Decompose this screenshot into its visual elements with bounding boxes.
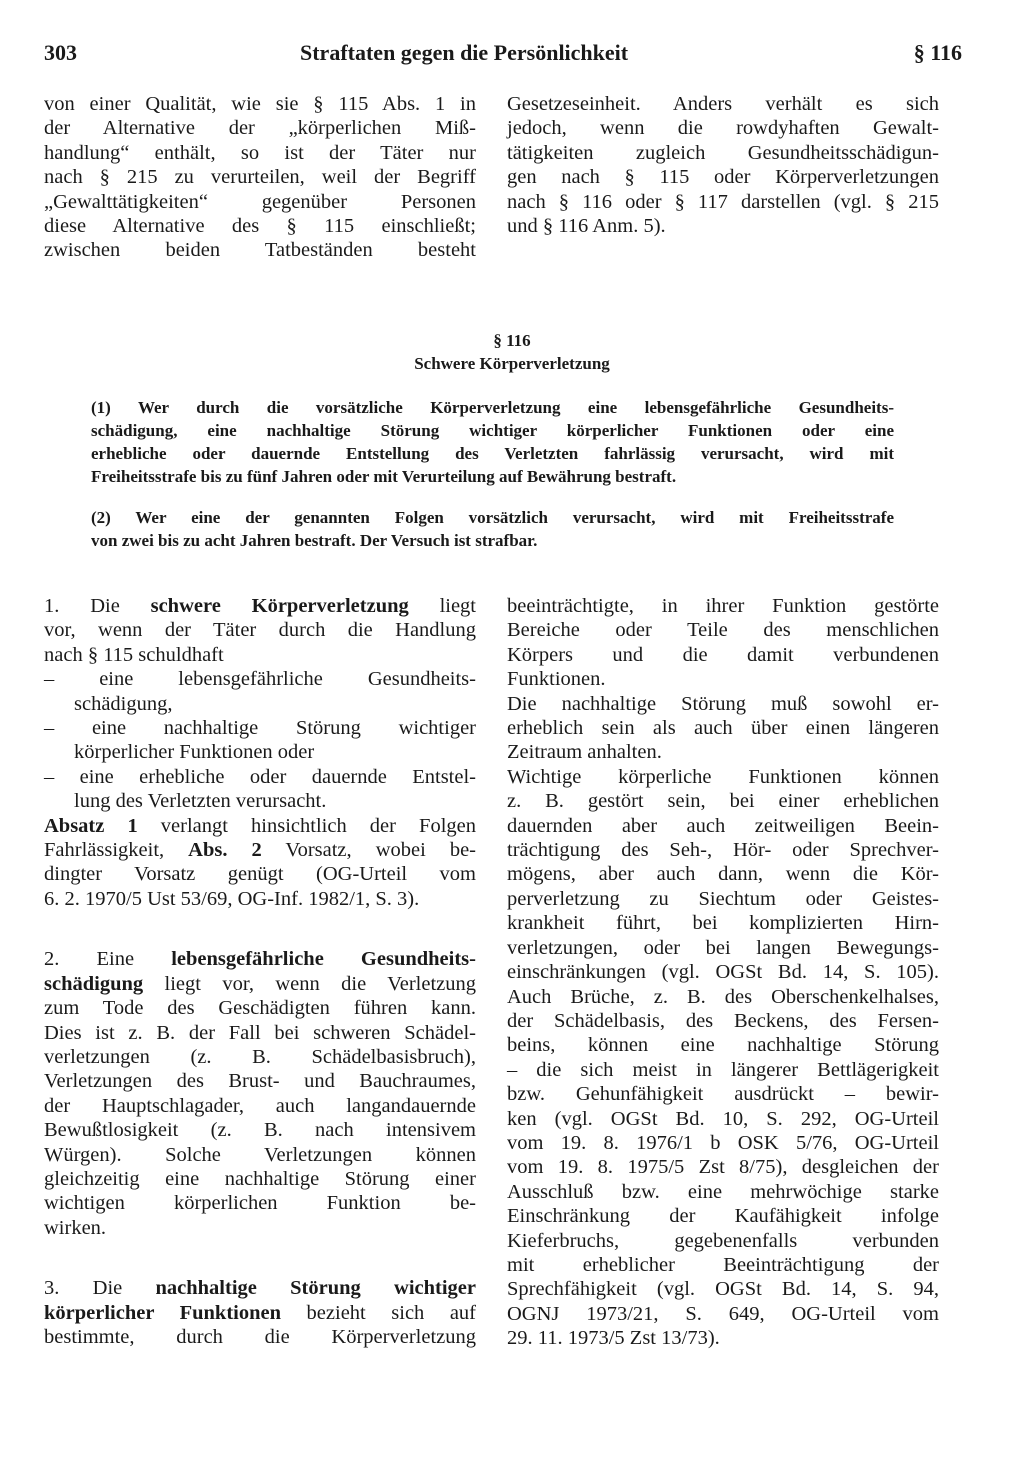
note-2-line: Verletzungen des Brust- und Bauchraumes,	[44, 1070, 476, 1093]
text-line: dauernden aber auch zeitweiligen Beein-	[507, 814, 939, 837]
note-2-line: 2. Eine lebensgefährliche Gesundheits-	[44, 948, 476, 971]
commentary-left-column	[44, 594, 476, 1349]
note-1-line: vor, wenn der Täter durch die Handlung	[44, 619, 476, 642]
text-line: Kieferbruchs, gegebenenfalls verbunden	[507, 1229, 939, 1252]
note-2-line: verletzungen (z. B. Schädelbasisbruch),	[44, 1045, 476, 1068]
text-line: und § 116 Anm. 5).	[507, 215, 666, 238]
law-line: schädigung, eine nachhaltige Störung wichtiger körperlicher Funktionen oder eine	[91, 421, 894, 440]
text-line: einschränkungen (vgl. OGSt Bd. 14, S. 105).	[507, 961, 939, 984]
text-line: Gesetzeseinheit. Anders verhält es sich	[507, 93, 939, 115]
text-line: mit erheblicher Beeinträchtigung der	[507, 1253, 939, 1276]
note-1-line: Absatz 1 verlangt hinsichtlich der Folgen	[44, 814, 476, 837]
law-line: (1) Wer durch die vorsätzliche Körperverletzung eine lebensgefährliche Gesundheits-	[91, 398, 894, 417]
text-line: Körpers und die damit verbundenen	[507, 643, 939, 666]
text-line: Funktionen.	[507, 668, 606, 691]
text-line: „Gewalttätigkeiten“ gegenüber Personen	[44, 190, 476, 213]
text-line: beeinträchtigte, in ihrer Funktion gestörte	[507, 595, 939, 617]
text-line: erheblich sein als auch über einen längeren	[507, 717, 939, 740]
text-line: diese Alternative des § 115 einschließt;	[44, 215, 476, 238]
note-3-line: körperlicher Funktionen bezieht sich auf	[44, 1301, 477, 1324]
note-2-line: der Hauptschlagader, auch langandauernde	[44, 1094, 476, 1117]
text-line: vom 19. 8. 1976/1 b OSK 5/76, OG-Urteil	[507, 1131, 939, 1154]
note-2-line: Dies ist z. B. der Fall bei schweren Schädel-	[44, 1021, 476, 1044]
note-2-line: gleichzeitig eine nachhaltige Störung einer	[44, 1167, 476, 1190]
page-number: 303	[44, 40, 77, 65]
text-line: Bereiche oder Teile des menschlichen	[507, 619, 939, 642]
note-2-line: wirken.	[44, 1216, 107, 1239]
text-line: Wichtige körperliche Funktionen können	[507, 765, 939, 788]
text-line: Zeitraum anhalten.	[507, 741, 662, 764]
law-line: erhebliche oder dauernde Entstellung des Verletzten fahrlässig verursacht, wird mit	[91, 444, 894, 463]
text-line: beins, können eine nachhaltige Störung	[507, 1034, 939, 1057]
dash-item: – eine nachhaltige Störung wichtiger	[44, 717, 476, 740]
text-line: handlung“ enthält, so ist der Täter nur	[44, 141, 476, 164]
text-line: zwischen beiden Tatbeständen besteht	[44, 239, 476, 262]
text-line: – die sich meist in längerer Bettlägerigkeit	[507, 1058, 939, 1081]
text-line: Die nachhaltige Störung muß sowohl er-	[507, 692, 939, 715]
note-3-line: 3. Die nachhaltige Störung wichtiger	[44, 1277, 476, 1300]
text-line: verletzungen, oder bei langen Bewegungs-	[507, 936, 939, 959]
note-1-line: nach § 115 schuldhaft	[44, 643, 224, 666]
text-line: gen nach § 115 oder Körperverletzungen	[507, 166, 939, 189]
law-section-number: § 116	[493, 331, 531, 350]
text-line: trächtigung des Seh-, Hör- oder Sprechver-	[507, 839, 939, 862]
text-line: vom 19. 8. 1975/5 Zst 8/75), desgleichen der	[507, 1156, 939, 1179]
top-right-column	[507, 92, 939, 238]
note-2-line: zum Tode des Geschädigten führen kann.	[44, 997, 476, 1020]
text-line: nach § 215 zu verurteilen, weil der Begriff	[44, 166, 476, 189]
text-line: Einschränkung der Kaufähigkeit infolge	[507, 1205, 939, 1228]
note-1-line: 6. 2. 1970/5 Ust 53/69, OG-Inf. 1982/1, S. 3).	[44, 887, 420, 910]
text-line: nach § 116 oder § 117 darstellen (vgl. § 215	[507, 190, 939, 213]
text-line: perverletzung zu Siechtum oder Geistes-	[507, 887, 939, 910]
note-2-line: Würgen). Solche Verletzungen können	[44, 1143, 476, 1166]
law-paragraph-2	[91, 506, 894, 552]
text-line: ken (vgl. OGSt Bd. 10, S. 292, OG-Urteil	[507, 1107, 939, 1130]
note-1-line: 1. Die schwere Körperverletzung liegt	[44, 595, 476, 617]
note-2-line: wichtigen körperlichen Funktion be-	[44, 1192, 476, 1215]
text-line: krankheit führt, bei komplizierten Hirn-	[507, 912, 939, 935]
text-line: bzw. Gehunfähigkeit ausdrückt – bewir-	[507, 1083, 939, 1106]
section-number: § 116	[913, 40, 962, 65]
text-line: z. B. gestört sein, bei einer erheblichen	[507, 790, 939, 813]
commentary-right-column	[507, 594, 939, 1351]
text-line: Auch Brüche, z. B. des Oberschenkelhalses,	[507, 985, 939, 1008]
text-line: der Alternative der „körperlichen Miß-	[44, 117, 476, 140]
text-line: Ausschluß bzw. eine mehrwöchige starke	[507, 1180, 939, 1203]
dash-item: – eine erhebliche oder dauernde Entstel-	[44, 765, 476, 788]
dash-item: – eine lebensgefährliche Gesundheits-	[44, 668, 476, 691]
text-line: jedoch, wenn die rowdyhaften Gewalt-	[507, 117, 939, 140]
text-line: der Schädelbasis, des Beckens, des Fersen-	[507, 1009, 939, 1032]
note-2-line: Bewußtlosigkeit (z. B. nach intensivem	[44, 1119, 476, 1142]
text-line: mögens, aber auch dann, wenn die Kör-	[507, 863, 939, 886]
dash-item-cont: schädigung,	[74, 692, 173, 715]
top-left-column	[44, 92, 476, 263]
dash-item-cont: körperlicher Funktionen oder	[74, 741, 315, 764]
text-line: Sprechfähigkeit (vgl. OGSt Bd. 14, S. 94,	[507, 1278, 939, 1301]
law-paragraph-1	[91, 396, 894, 488]
text-line: von einer Qualität, wie sie § 115 Abs. 1 in	[44, 93, 476, 115]
law-line: (2) Wer eine der genannten Folgen vorsätzlich verursacht, wird mit Freiheitsstrafe	[91, 508, 894, 527]
note-3-line: bestimmte, durch die Körperverletzung	[44, 1325, 476, 1348]
running-title: Straftaten gegen die Persönlichkeit	[300, 40, 629, 65]
law-section-title: Schwere Körperverletzung	[414, 354, 610, 373]
note-2-line: schädigung liegt vor, wenn die Verletzung	[44, 972, 476, 995]
text-line: 29. 11. 1973/5 Zst 13/73).	[507, 1327, 720, 1350]
text-line: OGNJ 1973/21, S. 649, OG-Urteil vom	[507, 1302, 939, 1325]
text-line: tätigkeiten zugleich Gesundheitsschädigun-	[507, 141, 939, 164]
dash-item-cont: lung des Verletzten verursacht.	[74, 790, 327, 813]
note-1-line: Fahrlässigkeit, Abs. 2 Vorsatz, wobei be-	[44, 839, 476, 862]
note-1-line: dingter Vorsatz genügt (OG-Urteil vom	[44, 863, 476, 886]
law-line: von zwei bis zu acht Jahren bestraft. Der Versuch ist strafbar.	[91, 531, 538, 550]
law-line: Freiheitsstrafe bis zu fünf Jahren oder mit Verurteilung auf Bewährung bestraft.	[91, 467, 677, 486]
